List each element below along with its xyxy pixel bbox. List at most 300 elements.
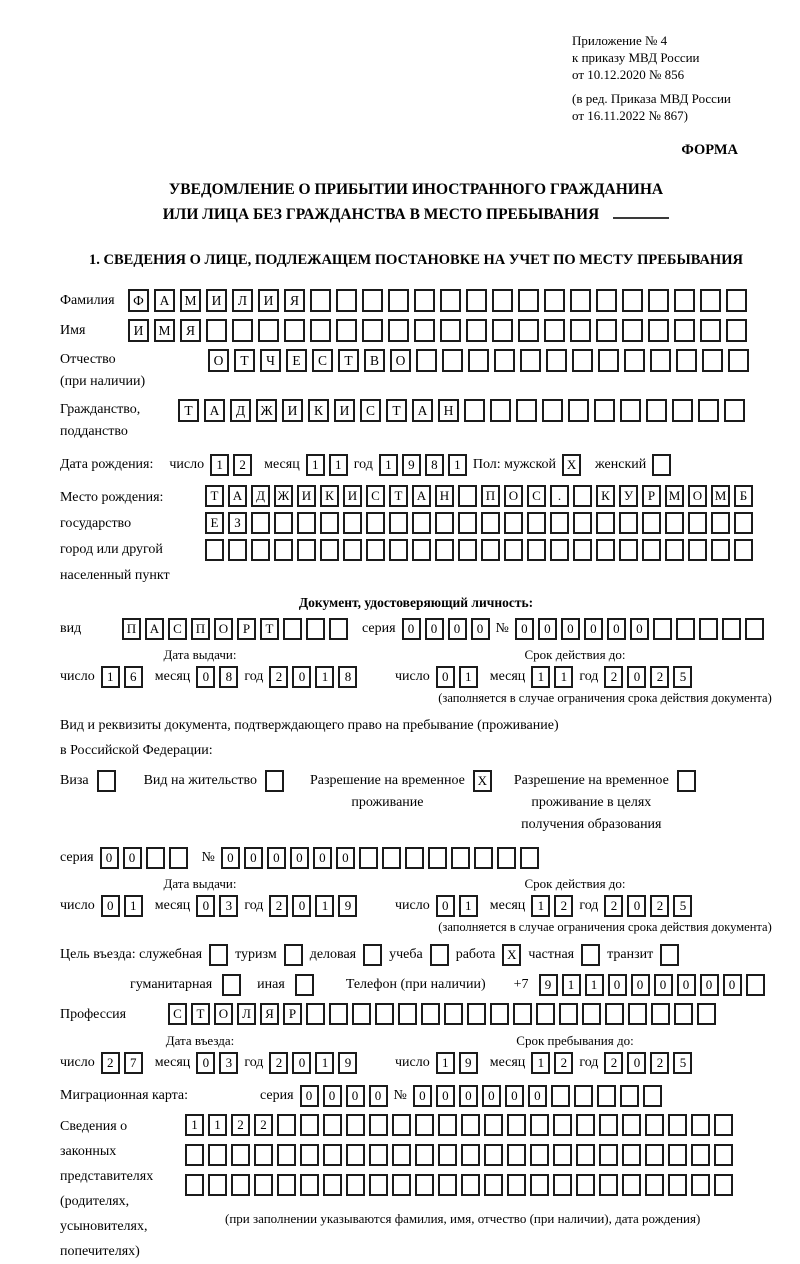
character-cell[interactable] bbox=[572, 349, 593, 372]
character-cell[interactable] bbox=[438, 1114, 457, 1136]
character-cell[interactable] bbox=[398, 1003, 417, 1025]
character-cell[interactable] bbox=[222, 974, 241, 996]
character-cell[interactable]: 7 bbox=[124, 1052, 143, 1074]
character-cell[interactable]: 0 bbox=[515, 618, 534, 640]
character-cell[interactable] bbox=[481, 539, 500, 561]
birth-place-row2-cells[interactable] bbox=[205, 512, 753, 534]
character-cell[interactable]: 1 bbox=[208, 1114, 227, 1136]
character-cell[interactable]: Б bbox=[734, 485, 753, 507]
character-cell[interactable] bbox=[576, 1114, 595, 1136]
character-cell[interactable] bbox=[320, 539, 339, 561]
character-cell[interactable] bbox=[169, 847, 188, 869]
character-cell[interactable] bbox=[536, 1003, 555, 1025]
character-cell[interactable] bbox=[414, 289, 435, 312]
character-cell[interactable] bbox=[343, 539, 362, 561]
character-cell[interactable]: И bbox=[343, 485, 362, 507]
character-cell[interactable]: С bbox=[527, 485, 546, 507]
character-cell[interactable] bbox=[412, 539, 431, 561]
character-cell[interactable]: 0 bbox=[292, 895, 311, 917]
character-cell[interactable]: 0 bbox=[505, 1085, 524, 1107]
character-cell[interactable] bbox=[650, 349, 671, 372]
character-cell[interactable] bbox=[527, 512, 546, 534]
entry-month-cells[interactable] bbox=[196, 1052, 238, 1074]
character-cell[interactable] bbox=[474, 847, 493, 869]
character-cell[interactable]: 8 bbox=[425, 454, 444, 476]
character-cell[interactable] bbox=[346, 1114, 365, 1136]
character-cell[interactable]: 2 bbox=[650, 666, 669, 688]
character-cell[interactable] bbox=[672, 399, 693, 422]
character-cell[interactable] bbox=[274, 512, 293, 534]
character-cell[interactable]: 1 bbox=[315, 666, 334, 688]
character-cell[interactable]: 0 bbox=[369, 1085, 388, 1107]
purpose-study-checkbox[interactable] bbox=[430, 944, 449, 966]
character-cell[interactable] bbox=[284, 319, 305, 342]
character-cell[interactable] bbox=[497, 847, 516, 869]
character-cell[interactable]: 0 bbox=[267, 847, 286, 869]
character-cell[interactable] bbox=[518, 319, 539, 342]
character-cell[interactable]: 0 bbox=[244, 847, 263, 869]
character-cell[interactable]: 2 bbox=[233, 454, 252, 476]
character-cell[interactable]: 0 bbox=[627, 895, 646, 917]
character-cell[interactable] bbox=[674, 289, 695, 312]
character-cell[interactable] bbox=[645, 1114, 664, 1136]
character-cell[interactable] bbox=[481, 512, 500, 534]
passport-valid-month-cells[interactable] bbox=[531, 666, 573, 688]
character-cell[interactable]: К bbox=[596, 485, 615, 507]
character-cell[interactable] bbox=[484, 1174, 503, 1196]
character-cell[interactable]: 0 bbox=[100, 847, 119, 869]
character-cell[interactable]: Т bbox=[234, 349, 255, 372]
legal-reps-row1-cells[interactable] bbox=[185, 1114, 733, 1136]
phone-cells[interactable] bbox=[539, 974, 765, 996]
character-cell[interactable] bbox=[553, 1114, 572, 1136]
character-cell[interactable]: 0 bbox=[436, 666, 455, 688]
character-cell[interactable] bbox=[507, 1114, 526, 1136]
character-cell[interactable] bbox=[363, 944, 382, 966]
character-cell[interactable] bbox=[362, 319, 383, 342]
character-cell[interactable]: Р bbox=[237, 618, 256, 640]
character-cell[interactable] bbox=[320, 512, 339, 534]
character-cell[interactable] bbox=[648, 289, 669, 312]
character-cell[interactable] bbox=[746, 974, 765, 996]
character-cell[interactable] bbox=[464, 399, 485, 422]
character-cell[interactable] bbox=[466, 319, 487, 342]
character-cell[interactable] bbox=[546, 349, 567, 372]
character-cell[interactable]: 0 bbox=[402, 618, 421, 640]
legal-reps-row3-cells[interactable] bbox=[185, 1174, 733, 1196]
sex-female-checkbox[interactable] bbox=[652, 454, 671, 476]
character-cell[interactable] bbox=[297, 512, 316, 534]
character-cell[interactable] bbox=[467, 1003, 486, 1025]
character-cell[interactable] bbox=[323, 1114, 342, 1136]
character-cell[interactable] bbox=[527, 539, 546, 561]
character-cell[interactable] bbox=[438, 1174, 457, 1196]
character-cell[interactable]: 0 bbox=[528, 1085, 547, 1107]
character-cell[interactable] bbox=[642, 539, 661, 561]
character-cell[interactable] bbox=[677, 770, 696, 792]
character-cell[interactable] bbox=[251, 539, 270, 561]
character-cell[interactable] bbox=[323, 1174, 342, 1196]
character-cell[interactable] bbox=[352, 1003, 371, 1025]
character-cell[interactable] bbox=[366, 512, 385, 534]
character-cell[interactable] bbox=[306, 618, 325, 640]
rvp-series-cells[interactable] bbox=[100, 847, 188, 869]
character-cell[interactable]: 0 bbox=[196, 1052, 215, 1074]
character-cell[interactable] bbox=[676, 349, 697, 372]
character-cell[interactable] bbox=[714, 1174, 733, 1196]
character-cell[interactable]: 8 bbox=[338, 666, 357, 688]
character-cell[interactable]: 0 bbox=[448, 618, 467, 640]
character-cell[interactable] bbox=[274, 539, 293, 561]
purpose-business-checkbox[interactable] bbox=[363, 944, 382, 966]
character-cell[interactable]: Т bbox=[338, 349, 359, 372]
character-cell[interactable] bbox=[490, 399, 511, 422]
character-cell[interactable] bbox=[688, 539, 707, 561]
temp-residence-edu-checkbox[interactable] bbox=[677, 770, 696, 792]
character-cell[interactable] bbox=[544, 319, 565, 342]
rvp-issue-year-cells[interactable] bbox=[269, 895, 357, 917]
character-cell[interactable]: К bbox=[320, 485, 339, 507]
character-cell[interactable] bbox=[620, 399, 641, 422]
character-cell[interactable]: 1 bbox=[459, 895, 478, 917]
character-cell[interactable]: 0 bbox=[336, 847, 355, 869]
character-cell[interactable]: М bbox=[180, 289, 201, 312]
character-cell[interactable] bbox=[700, 319, 721, 342]
character-cell[interactable] bbox=[550, 539, 569, 561]
character-cell[interactable] bbox=[619, 539, 638, 561]
character-cell[interactable] bbox=[622, 319, 643, 342]
character-cell[interactable]: 0 bbox=[482, 1085, 501, 1107]
character-cell[interactable]: О bbox=[208, 349, 229, 372]
character-cell[interactable]: 1 bbox=[315, 1052, 334, 1074]
character-cell[interactable]: 1 bbox=[585, 974, 604, 996]
character-cell[interactable]: 2 bbox=[269, 1052, 288, 1074]
character-cell[interactable]: 9 bbox=[338, 895, 357, 917]
character-cell[interactable] bbox=[490, 1003, 509, 1025]
sex-male-checkbox[interactable] bbox=[562, 454, 581, 476]
character-cell[interactable] bbox=[722, 618, 741, 640]
character-cell[interactable] bbox=[492, 319, 513, 342]
character-cell[interactable] bbox=[576, 1174, 595, 1196]
character-cell[interactable] bbox=[674, 1003, 693, 1025]
passport-valid-day-cells[interactable] bbox=[436, 666, 478, 688]
character-cell[interactable] bbox=[369, 1174, 388, 1196]
character-cell[interactable] bbox=[346, 1174, 365, 1196]
character-cell[interactable] bbox=[343, 512, 362, 534]
character-cell[interactable] bbox=[596, 289, 617, 312]
character-cell[interactable] bbox=[97, 770, 116, 792]
character-cell[interactable] bbox=[724, 399, 745, 422]
rvp-number-cells[interactable] bbox=[221, 847, 539, 869]
character-cell[interactable] bbox=[492, 289, 513, 312]
temp-residence-checkbox[interactable] bbox=[473, 770, 492, 792]
rvp-valid-day-cells[interactable] bbox=[436, 895, 478, 917]
character-cell[interactable] bbox=[714, 1114, 733, 1136]
character-cell[interactable] bbox=[596, 539, 615, 561]
character-cell[interactable] bbox=[258, 319, 279, 342]
character-cell[interactable]: 5 bbox=[673, 895, 692, 917]
passport-series-cells[interactable] bbox=[402, 618, 490, 640]
character-cell[interactable]: Я bbox=[180, 319, 201, 342]
character-cell[interactable] bbox=[284, 944, 303, 966]
character-cell[interactable]: Е bbox=[205, 512, 224, 534]
character-cell[interactable]: 0 bbox=[723, 974, 742, 996]
character-cell[interactable]: 1 bbox=[210, 454, 229, 476]
character-cell[interactable]: 1 bbox=[315, 895, 334, 917]
character-cell[interactable] bbox=[573, 512, 592, 534]
character-cell[interactable] bbox=[412, 512, 431, 534]
character-cell[interactable] bbox=[711, 539, 730, 561]
character-cell[interactable] bbox=[711, 512, 730, 534]
passport-issue-day-cells[interactable] bbox=[101, 666, 143, 688]
character-cell[interactable]: 1 bbox=[379, 454, 398, 476]
character-cell[interactable]: 0 bbox=[290, 847, 309, 869]
character-cell[interactable] bbox=[542, 399, 563, 422]
character-cell[interactable]: 0 bbox=[627, 666, 646, 688]
character-cell[interactable] bbox=[392, 1174, 411, 1196]
character-cell[interactable] bbox=[389, 539, 408, 561]
character-cell[interactable]: 1 bbox=[562, 974, 581, 996]
rvp-valid-year-cells[interactable] bbox=[604, 895, 692, 917]
character-cell[interactable]: Н bbox=[435, 485, 454, 507]
character-cell[interactable] bbox=[745, 618, 764, 640]
character-cell[interactable]: Н bbox=[438, 399, 459, 422]
visa-checkbox[interactable] bbox=[97, 770, 116, 792]
character-cell[interactable] bbox=[698, 399, 719, 422]
character-cell[interactable]: О bbox=[504, 485, 523, 507]
character-cell[interactable]: 0 bbox=[346, 1085, 365, 1107]
character-cell[interactable] bbox=[283, 618, 302, 640]
character-cell[interactable]: С bbox=[366, 485, 385, 507]
purpose-humanitarian-checkbox[interactable] bbox=[222, 974, 241, 996]
birth-place-row3-cells[interactable] bbox=[205, 539, 753, 561]
rvp-issue-month-cells[interactable] bbox=[196, 895, 238, 917]
character-cell[interactable]: А bbox=[412, 399, 433, 422]
character-cell[interactable] bbox=[734, 539, 753, 561]
character-cell[interactable]: 3 bbox=[219, 895, 238, 917]
character-cell[interactable]: П bbox=[122, 618, 141, 640]
character-cell[interactable]: 1 bbox=[459, 666, 478, 688]
character-cell[interactable] bbox=[622, 1174, 641, 1196]
character-cell[interactable]: 5 bbox=[673, 1052, 692, 1074]
rvp-issue-day-cells[interactable] bbox=[101, 895, 143, 917]
character-cell[interactable]: С bbox=[168, 1003, 187, 1025]
character-cell[interactable]: 2 bbox=[554, 895, 573, 917]
migration-series-cells[interactable] bbox=[300, 1085, 388, 1107]
character-cell[interactable]: 0 bbox=[630, 618, 649, 640]
character-cell[interactable]: Р bbox=[642, 485, 661, 507]
passport-number-cells[interactable] bbox=[515, 618, 764, 640]
character-cell[interactable] bbox=[550, 512, 569, 534]
character-cell[interactable] bbox=[504, 512, 523, 534]
character-cell[interactable]: И bbox=[128, 319, 149, 342]
character-cell[interactable] bbox=[300, 1114, 319, 1136]
character-cell[interactable] bbox=[232, 319, 253, 342]
character-cell[interactable] bbox=[599, 1114, 618, 1136]
character-cell[interactable]: 0 bbox=[323, 1085, 342, 1107]
character-cell[interactable]: И bbox=[258, 289, 279, 312]
character-cell[interactable]: 5 bbox=[673, 666, 692, 688]
passport-valid-year-cells[interactable] bbox=[604, 666, 692, 688]
character-cell[interactable]: Т bbox=[389, 485, 408, 507]
character-cell[interactable] bbox=[598, 349, 619, 372]
character-cell[interactable] bbox=[414, 319, 435, 342]
character-cell[interactable]: 0 bbox=[654, 974, 673, 996]
character-cell[interactable] bbox=[415, 1114, 434, 1136]
character-cell[interactable] bbox=[599, 1174, 618, 1196]
character-cell[interactable]: Р bbox=[283, 1003, 302, 1025]
character-cell[interactable] bbox=[310, 319, 331, 342]
character-cell[interactable]: 0 bbox=[436, 1085, 455, 1107]
character-cell[interactable]: 0 bbox=[300, 1085, 319, 1107]
character-cell[interactable]: У bbox=[619, 485, 638, 507]
character-cell[interactable] bbox=[300, 1174, 319, 1196]
birth-year-cells[interactable] bbox=[379, 454, 467, 476]
character-cell[interactable] bbox=[382, 847, 401, 869]
character-cell[interactable]: И bbox=[206, 289, 227, 312]
character-cell[interactable]: Ж bbox=[256, 399, 277, 422]
character-cell[interactable]: 1 bbox=[436, 1052, 455, 1074]
character-cell[interactable]: Т bbox=[191, 1003, 210, 1025]
entry-day-cells[interactable] bbox=[101, 1052, 143, 1074]
profession-cells[interactable] bbox=[168, 1003, 716, 1025]
character-cell[interactable]: 9 bbox=[402, 454, 421, 476]
character-cell[interactable] bbox=[277, 1174, 296, 1196]
character-cell[interactable] bbox=[676, 618, 695, 640]
character-cell[interactable]: И bbox=[334, 399, 355, 422]
character-cell[interactable] bbox=[208, 1174, 227, 1196]
stay-day-cells[interactable] bbox=[436, 1052, 478, 1074]
character-cell[interactable]: 1 bbox=[329, 454, 348, 476]
character-cell[interactable]: Т bbox=[178, 399, 199, 422]
character-cell[interactable]: М bbox=[154, 319, 175, 342]
character-cell[interactable]: 9 bbox=[459, 1052, 478, 1074]
character-cell[interactable] bbox=[668, 1174, 687, 1196]
character-cell[interactable]: 2 bbox=[101, 1052, 120, 1074]
character-cell[interactable]: В bbox=[364, 349, 385, 372]
character-cell[interactable]: 2 bbox=[554, 1052, 573, 1074]
character-cell[interactable]: П bbox=[481, 485, 500, 507]
character-cell[interactable]: 0 bbox=[538, 618, 557, 640]
character-cell[interactable] bbox=[146, 847, 165, 869]
purpose-tourism-checkbox[interactable] bbox=[284, 944, 303, 966]
character-cell[interactable]: 0 bbox=[677, 974, 696, 996]
character-cell[interactable]: 1 bbox=[306, 454, 325, 476]
character-cell[interactable] bbox=[369, 1114, 388, 1136]
character-cell[interactable] bbox=[442, 349, 463, 372]
character-cell[interactable] bbox=[553, 1174, 572, 1196]
character-cell[interactable] bbox=[435, 512, 454, 534]
character-cell[interactable] bbox=[570, 289, 591, 312]
character-cell[interactable] bbox=[416, 349, 437, 372]
character-cell[interactable] bbox=[494, 349, 515, 372]
character-cell[interactable]: А bbox=[412, 485, 431, 507]
character-cell[interactable] bbox=[622, 289, 643, 312]
character-cell[interactable] bbox=[700, 289, 721, 312]
character-cell[interactable] bbox=[582, 1003, 601, 1025]
character-cell[interactable] bbox=[665, 512, 684, 534]
character-cell[interactable] bbox=[653, 618, 672, 640]
doc-type-cells[interactable] bbox=[122, 618, 348, 640]
character-cell[interactable]: 2 bbox=[269, 895, 288, 917]
character-cell[interactable]: 1 bbox=[531, 895, 550, 917]
character-cell[interactable]: С bbox=[168, 618, 187, 640]
migration-number-cells[interactable] bbox=[413, 1085, 662, 1107]
character-cell[interactable] bbox=[699, 618, 718, 640]
passport-issue-month-cells[interactable] bbox=[196, 666, 238, 688]
character-cell[interactable] bbox=[697, 1003, 716, 1025]
character-cell[interactable]: Ж bbox=[274, 485, 293, 507]
character-cell[interactable]: А bbox=[228, 485, 247, 507]
character-cell[interactable]: П bbox=[191, 618, 210, 640]
character-cell[interactable]: 0 bbox=[471, 618, 490, 640]
character-cell[interactable] bbox=[209, 944, 228, 966]
entry-year-cells[interactable] bbox=[269, 1052, 357, 1074]
purpose-work-checkbox[interactable] bbox=[502, 944, 521, 966]
character-cell[interactable]: 0 bbox=[196, 666, 215, 688]
character-cell[interactable] bbox=[691, 1114, 710, 1136]
character-cell[interactable]: Т bbox=[260, 618, 279, 640]
character-cell[interactable]: 2 bbox=[650, 1052, 669, 1074]
character-cell[interactable] bbox=[231, 1174, 250, 1196]
character-cell[interactable]: 1 bbox=[554, 666, 573, 688]
character-cell[interactable]: Л bbox=[232, 289, 253, 312]
character-cell[interactable]: 1 bbox=[101, 666, 120, 688]
character-cell[interactable]: 3 bbox=[219, 1052, 238, 1074]
character-cell[interactable] bbox=[674, 319, 695, 342]
character-cell[interactable] bbox=[702, 349, 723, 372]
character-cell[interactable]: 0 bbox=[436, 895, 455, 917]
character-cell[interactable] bbox=[451, 847, 470, 869]
character-cell[interactable]: О bbox=[688, 485, 707, 507]
character-cell[interactable] bbox=[619, 512, 638, 534]
character-cell[interactable]: О bbox=[390, 349, 411, 372]
character-cell[interactable]: О bbox=[214, 618, 233, 640]
character-cell[interactable]: М bbox=[665, 485, 684, 507]
residence-permit-checkbox[interactable] bbox=[265, 770, 284, 792]
character-cell[interactable]: Я bbox=[284, 289, 305, 312]
character-cell[interactable]: Д bbox=[230, 399, 251, 422]
character-cell[interactable] bbox=[310, 289, 331, 312]
character-cell[interactable] bbox=[461, 1114, 480, 1136]
character-cell[interactable] bbox=[504, 539, 523, 561]
character-cell[interactable]: З bbox=[228, 512, 247, 534]
character-cell[interactable]: 1 bbox=[531, 666, 550, 688]
character-cell[interactable] bbox=[594, 399, 615, 422]
character-cell[interactable] bbox=[648, 319, 669, 342]
character-cell[interactable] bbox=[628, 1003, 647, 1025]
character-cell[interactable] bbox=[428, 847, 447, 869]
purpose-transit-checkbox[interactable] bbox=[660, 944, 679, 966]
birth-day-cells[interactable] bbox=[210, 454, 252, 476]
character-cell[interactable]: 2 bbox=[269, 666, 288, 688]
character-cell[interactable] bbox=[415, 1174, 434, 1196]
character-cell[interactable] bbox=[530, 1174, 549, 1196]
character-cell[interactable] bbox=[728, 349, 749, 372]
character-cell[interactable]: 8 bbox=[219, 666, 238, 688]
character-cell[interactable] bbox=[388, 289, 409, 312]
character-cell[interactable] bbox=[375, 1003, 394, 1025]
character-cell[interactable]: С bbox=[312, 349, 333, 372]
character-cell[interactable]: 1 bbox=[448, 454, 467, 476]
character-cell[interactable]: 2 bbox=[254, 1114, 273, 1136]
patronymic-cells[interactable] bbox=[208, 349, 749, 372]
name-cells[interactable] bbox=[128, 319, 747, 342]
character-cell[interactable] bbox=[461, 1174, 480, 1196]
character-cell[interactable] bbox=[660, 944, 679, 966]
character-cell[interactable] bbox=[251, 512, 270, 534]
character-cell[interactable] bbox=[668, 1114, 687, 1136]
